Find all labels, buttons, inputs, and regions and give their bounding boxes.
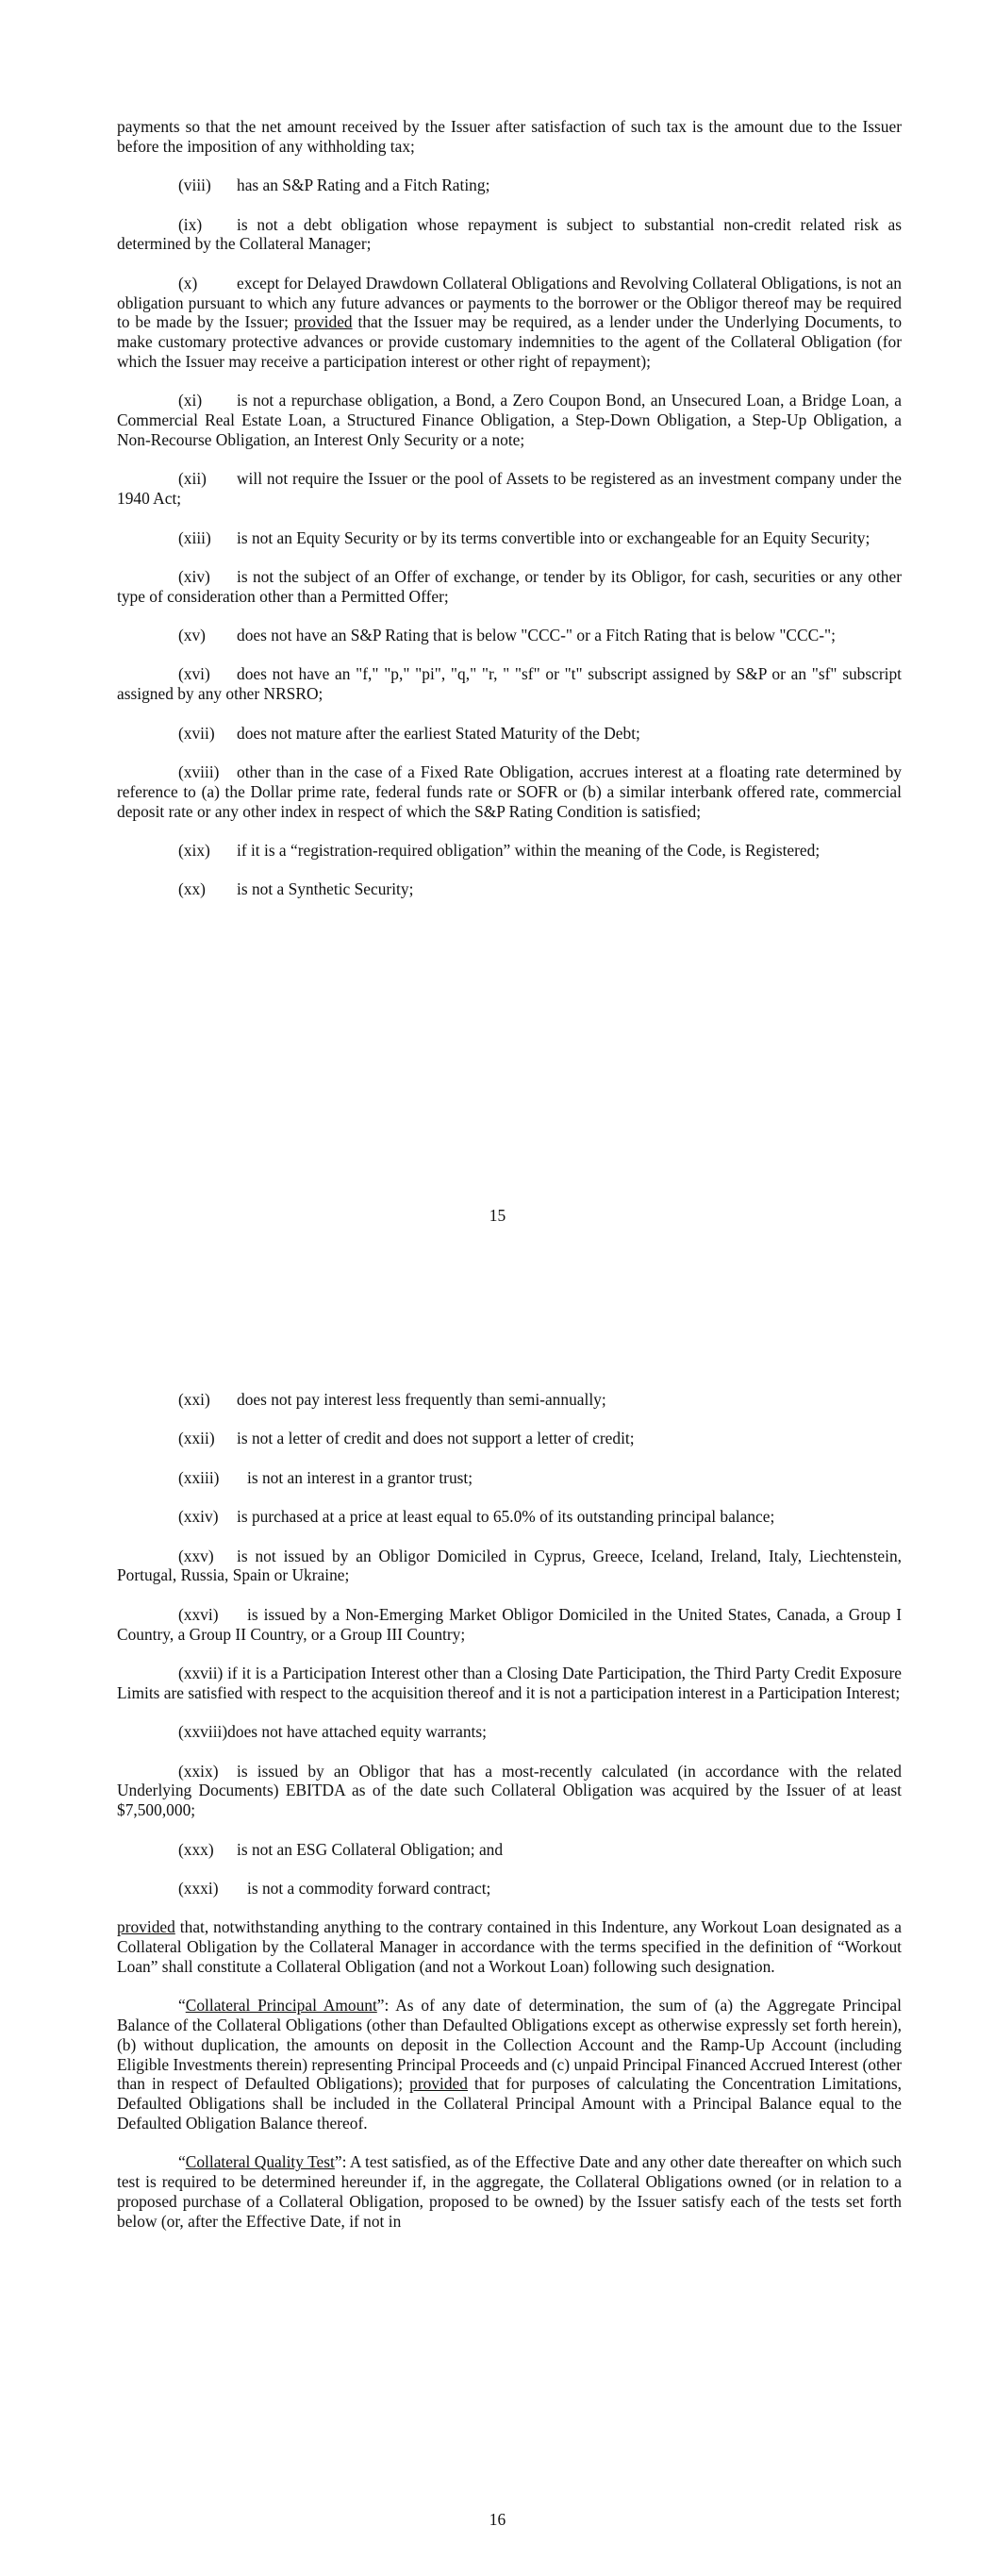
page-15-body [117, 117, 902, 919]
clause-ix [117, 215, 902, 255]
clause-text: is not a letter of credit and does not support a letter of credit; [237, 1429, 635, 1448]
clause-text: is not an interest in a grantor trust; [247, 1467, 473, 1487]
clause-number: (xi) [178, 391, 203, 410]
clause-xiii [117, 528, 902, 548]
defined-term: Collateral Principal Amount [185, 1996, 377, 2016]
clause-text: does not have an S&P Rating that is below "CCC-" or a Fitch Rating that is below "CCC-"; [237, 626, 836, 645]
clause-number: (xxii) [178, 1429, 215, 1448]
clause-xxiv [117, 1507, 902, 1527]
clause-xxvii [117, 1664, 902, 1703]
clause-text: does not pay interest less frequently than semi-annually; [237, 1390, 606, 1409]
clause-number: (xxix) [178, 1761, 219, 1781]
provided-term: provided [409, 2074, 468, 2094]
clause-xxx [117, 1840, 902, 1860]
clause-number: (ix) [178, 214, 203, 234]
clause-text: does not have attached equity warrants; [227, 1722, 487, 1742]
clause-xviii [117, 762, 902, 821]
page-number: 16 [489, 2510, 506, 2529]
clause-xix [117, 841, 902, 861]
clause-xiv [117, 567, 902, 607]
clause-xxix [117, 1762, 902, 1820]
clause-text: is not the subject of an Offer of exchange, or tender by its Obligor, for cash, securities or any other type of consideration other than a Permitted Offer; [117, 566, 902, 606]
clause-number: (xxvii) [178, 1663, 224, 1682]
clause-number: (xiii) [178, 527, 211, 547]
clause-text: does not have an "f," "p," "pi", "q," "r, " "sf" or "t" subscript assigned by S&P or an "sf" subscript assigned by any other NRSRO; [117, 664, 902, 704]
clause-text: is issued by a Non-Emerging Market Obligor Domiciled in the United States, Canada, a Group I Country, a Group II Country, or a Group III Country; [117, 1604, 902, 1644]
clause-text: is issued by an Obligor that has a most-recently calculated (in accordance with the related Underlying Documents) EBITDA as of the date such Collateral Obligation was acquired by the Issuer of at least $7,500,000; [117, 1761, 902, 1820]
clause-text: is not a Synthetic Security; [237, 879, 414, 899]
page-16-body [117, 1390, 902, 2250]
clause-xxvi [117, 1605, 902, 1645]
clause-text: is not issued by an Obligor Domiciled in Cyprus, Greece, Iceland, Ireland, Italy, Liechtenstein, Portugal, Russia, Spain or Ukraine; [117, 1546, 902, 1585]
clause-text: is not a repurchase obligation, a Bond, a Zero Coupon Bond, an Unsecured Loan, a Bridge Loan, a Commercial Real Estate Loan, a Structured Finance Obligation, a Step-Down Obligation, a Step-Up Obligation, a Non-Recourse Obligation, an Interest Only Security or a note; [117, 391, 902, 449]
provided-term: provided [293, 312, 353, 332]
defined-term: Collateral Quality Test [185, 2152, 335, 2172]
clause-number: (xxi) [178, 1390, 210, 1409]
definition-text: ”: A test satisfied, as of the Effective Date and any other date thereafter on which such test is required to be determined hereunder if, in the aggregate, the Collateral Obligations owned (or in relation to a proposed purchase of a Collateral Obligation, proposed to be owned) by the Issuer satisfy each of the tests set forth below (or, after the Effective Date, if not in [117, 2152, 903, 2231]
clause-text: is not an Equity Security or by its terms convertible into or exchangeable for an Equity Security; [237, 527, 871, 547]
clause-text: except for Delayed Drawdown Collateral Obligations and Revolving Collateral Obligations, is not an obligation pursuant to which any future advances or payments to the borrower or the Obligor thereof may be required to be made by the Issuer; [117, 273, 902, 332]
clause-number: (xxiii) [178, 1467, 220, 1487]
clause-number: (xxxi) [178, 1878, 219, 1898]
clause-text-continued: that the Issuer may be required, as a lender under the Underlying Documents, to make customary protective advances or provide customary indemnities to the agent of the Collateral Obligation (for which the Issuer may receive a participation interest or other right of repayment); [117, 312, 903, 371]
clause-xxv [117, 1547, 902, 1586]
clause-xxii [117, 1429, 902, 1448]
clause-text: is purchased at a price at least equal to 65.0% of its outstanding principal balance; [237, 1507, 775, 1527]
clause-number: (xxvi) [178, 1604, 219, 1624]
definition-collateral-principal-amount [117, 1996, 902, 2133]
clause-xxi [117, 1390, 902, 1410]
clause-number: (xxiv) [178, 1507, 219, 1527]
clause-number: (xix) [178, 841, 210, 861]
definition-collateral-quality-test [117, 2152, 902, 2231]
document-page-16 [0, 1288, 995, 2576]
clause-number: (xviii) [178, 762, 220, 782]
definition-text: ”: As of any date of determination, the sum of (a) the Aggregate Principal Balance of the Collateral Obligations (other than Defaulted Obligations except as otherwise expressly set forth herein), (b) without duplication, the amounts on deposit in the Collection Account and the Ramp-Up Account (including Eligible Investments therein) representing Principal Proceeds and (c) unpaid Principal Financed Accrued Interest (other than in respect of Defaulted Obligations); [117, 1996, 902, 2094]
clause-xxiii [117, 1468, 902, 1488]
clause-number: (xii) [178, 469, 207, 489]
clause-number: (xiv) [178, 566, 210, 586]
clause-number: (xvii) [178, 723, 215, 743]
clause-text: is not an ESG Collateral Obligation; and [237, 1839, 504, 1859]
clause-text: will not require the Issuer or the pool of Assets to be registered as an investment company under the 1940 Act; [117, 469, 902, 509]
clause-text: is not a commodity forward contract; [247, 1878, 491, 1898]
continuation-paragraph: payments so that the net amount received by the Issuer after satisfaction of such tax is the amount due to the Issuer before the imposition of any withholding tax; [117, 117, 902, 156]
clause-number: (viii) [178, 176, 211, 195]
clause-xx [117, 879, 902, 899]
clause-text: if it is a Participation Interest other than a Closing Date Participation, the Third Party Credit Exposure Limits are satisfied with respect to the acquisition thereof and it is not a participation interest in a Participation Interest; [117, 1663, 902, 1702]
clause-xxxi [117, 1879, 902, 1899]
clause-text: is not a debt obligation whose repayment is subject to substantial non-credit related risk as determined by the Collateral Manager; [117, 214, 902, 254]
clause-number: (xxx) [178, 1839, 214, 1859]
clause-number: (x) [178, 273, 198, 293]
clause-xii [117, 469, 902, 509]
provided-term: provided [117, 1917, 175, 1937]
definition-text-continued: that for purposes of calculating the Concentration Limitations, Defaulted Obligations shall be included in the Collateral Principal Amount with a Principal Balance equal to the Defaulted Obligation Balance thereof. [117, 2074, 902, 2133]
clause-number: (xxviii) [178, 1722, 228, 1742]
clause-xxviii [117, 1722, 902, 1742]
open-quote: “ [178, 2152, 186, 2172]
clause-text: has an S&P Rating and a Fitch Rating; [237, 176, 490, 195]
clause-xi [117, 391, 902, 449]
clause-number: (xx) [178, 879, 206, 899]
page-number: 15 [489, 1206, 506, 1225]
clause-xvi [117, 664, 902, 704]
clause-xv [117, 626, 902, 645]
clause-text: does not mature after the earliest Stated Maturity of the Debt; [237, 723, 640, 743]
proviso-text: that, notwithstanding anything to the contrary contained in this Indenture, any Workout Loan designated as a Collateral Obligation by the Collateral Manager in accordance with the terms specified in the definition of “Workout Loan” shall constitute a Collateral Obligation (and not a Workout Loan) following such designation. [117, 1917, 902, 1976]
clause-number: (xvi) [178, 664, 210, 684]
clause-text: if it is a “registration-required obligation” within the meaning of the Code, is Registered; [237, 841, 821, 861]
proviso-paragraph [117, 1917, 902, 1976]
clause-text: other than in the case of a Fixed Rate Obligation, accrues interest at a floating rate determined by reference to (a) the Dollar prime rate, federal funds rate or SOFR or (b) a similar interbank offered rate, commercial deposit rate or any other index in respect of which the S&P Rating Condition is satisfied; [117, 762, 902, 821]
clause-x [117, 274, 902, 372]
clause-viii [117, 176, 902, 195]
open-quote: “ [178, 1996, 186, 2016]
clause-xvii [117, 724, 902, 744]
clause-number: (xxv) [178, 1546, 214, 1565]
clause-number: (xv) [178, 626, 206, 645]
